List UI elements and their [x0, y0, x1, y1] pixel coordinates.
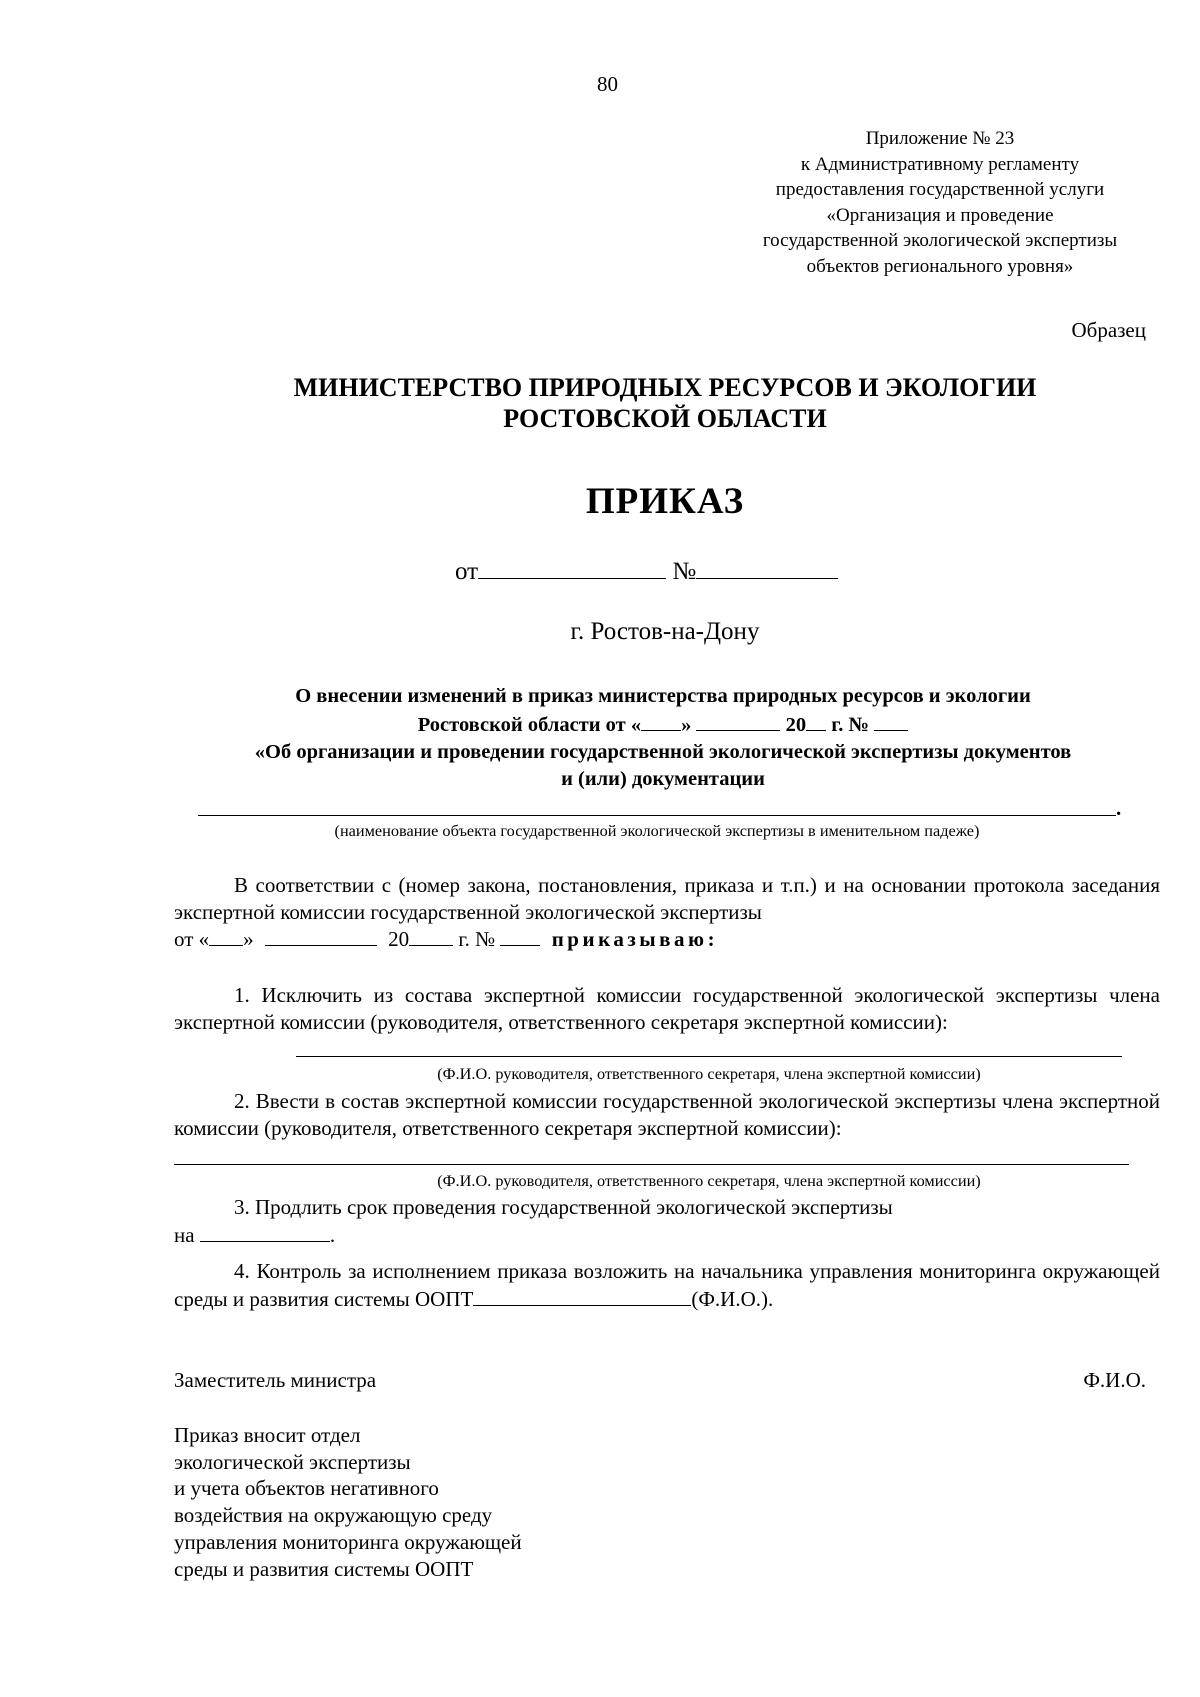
preamble-text: В соответствии с (номер закона, постановления, приказа и т.п.) и на основании протокола заседания экспертной комиссии государственной экологической экспертизы — [174, 873, 1160, 924]
item-4-body: 4. Контроль за исполнением приказа возложить на начальника управления мониторинга окружающей среды и развития системы ООПТ — [174, 1259, 1160, 1311]
order-subject — [168, 683, 1158, 793]
item-3-term-field[interactable] — [200, 1221, 330, 1242]
subject-line-4: и (или) документации — [561, 768, 765, 790]
appendix-line: предоставления государственной услуги — [775, 179, 1105, 201]
subject-date-quote: » — [681, 714, 692, 736]
item-1-caption: (Ф.И.О. руководителя, ответственного секретаря, члена экспертной комиссии) — [437, 1064, 981, 1083]
appendix-line: объектов регионального уровня» — [806, 255, 1074, 277]
sample-label: Образец — [1071, 318, 1146, 342]
submitted-line: экологической экспертизы — [174, 1449, 411, 1474]
submitted-line: среды и развития системы ООПТ — [174, 1556, 474, 1581]
preamble-date-quote: » — [243, 927, 254, 951]
item-4-text — [174, 1258, 1160, 1312]
submitted-line: управления мониторинга окружающей — [174, 1529, 522, 1554]
order-date-field[interactable] — [478, 556, 666, 579]
item-1-text: 1. Исключить из состава экспертной комиссии государственной экологической экспертизы члена экспертной комиссии (руководителя, ответственного секретаря экспертной комиссии): — [174, 983, 1160, 1034]
subject-line-2 — [168, 710, 1158, 739]
item-1 — [174, 982, 1160, 1035]
preamble-date-line — [174, 925, 1160, 953]
subject-number-field[interactable] — [874, 710, 908, 731]
item-3-term-label: на — [174, 1222, 195, 1247]
signer-position: Заместитель министра — [174, 1368, 377, 1392]
subject-number-label: г. № — [831, 714, 870, 736]
item-2-caption: (Ф.И.О. руководителя, ответственного секретаря, члена экспертной комиссии) — [437, 1171, 981, 1190]
item-4-tail: (Ф.И.О.). — [691, 1286, 774, 1311]
preamble-year-prefix: 20 — [388, 927, 410, 951]
item-3-text: 3. Продлить срок проведения государственной экологической экспертизы — [234, 1195, 893, 1219]
appendix-line: к Административному регламенту — [800, 153, 1080, 175]
item-4 — [174, 1258, 1160, 1312]
item-3-term-line: на . — [174, 1222, 336, 1247]
order-number-field[interactable] — [696, 556, 838, 579]
object-caption: (наименование объекта государственной экологической экспертизы в именительном падеже) — [334, 821, 980, 840]
submitted-line: Приказ вносит отдел — [174, 1423, 361, 1447]
item-3 — [174, 1194, 1160, 1248]
object-period: . — [1116, 796, 1122, 820]
item-1-name-field[interactable] — [296, 1056, 1122, 1057]
preamble-day-field[interactable] — [209, 925, 243, 946]
order-date-number-line — [455, 556, 838, 586]
subject-line-1: О внесении изменений в приказ министерства природных ресурсов и экологии — [295, 685, 1031, 707]
subject-date-prefix: Ростовской области от « — [417, 714, 642, 736]
appendix-line: государственной экологической экспертизы — [762, 230, 1118, 252]
preamble-number-field[interactable] — [500, 925, 540, 946]
subject-day-field[interactable] — [641, 710, 681, 731]
order-title: ПРИКАЗ — [585, 481, 745, 522]
item-2-name-field[interactable] — [174, 1164, 1129, 1165]
item-2-text: 2. Ввести в состав экспертной комиссии государственной экологической экспертизы члена экспертной комиссии (руководителя, ответственного секретаря экспертной комиссии): — [174, 1089, 1160, 1140]
preamble-month-field[interactable] — [265, 925, 377, 946]
object-name-field[interactable] — [198, 815, 1116, 816]
item-4-name-field[interactable] — [473, 1285, 691, 1306]
submitted-line: воздействия на окружающую среду — [174, 1503, 493, 1528]
submitted-line: и учета объектов негативного — [174, 1476, 439, 1501]
order-number-label: № — [672, 558, 697, 585]
preamble-number-label: г. № — [458, 927, 496, 951]
subject-year-prefix: 20 — [785, 714, 807, 736]
preamble-date-prefix: от « — [174, 927, 210, 951]
city-label: г. Ростов-на-Дону — [570, 618, 760, 645]
item-2 — [174, 1088, 1160, 1141]
preamble-paragraph — [174, 872, 1160, 953]
ministry-line-1: МИНИСТЕРСТВО ПРИРОДНЫХ РЕСУРСОВ И ЭКОЛОГИИ — [293, 373, 1037, 402]
preamble-year-field[interactable] — [409, 925, 453, 946]
page-number: 80 — [597, 72, 618, 96]
ministry-line-2: РОСТОВСКОЙ ОБЛАСТИ — [503, 404, 827, 433]
appendix-line: «Организация и проведение — [826, 204, 1054, 226]
order-word: приказываю: — [551, 927, 719, 951]
appendix-line: Приложение № 23 — [865, 128, 1015, 149]
ministry-heading — [0, 372, 1200, 434]
subject-month-field[interactable] — [696, 710, 780, 731]
subject-year-field[interactable] — [806, 710, 826, 731]
order-from-label: от — [455, 558, 479, 585]
subject-line-3: «Об организации и проведении государственной экологической экспертизы документов — [254, 741, 1072, 763]
appendix-block — [690, 126, 1190, 280]
signer-name: Ф.И.О. — [1083, 1368, 1146, 1392]
submitted-by-block — [174, 1422, 522, 1582]
